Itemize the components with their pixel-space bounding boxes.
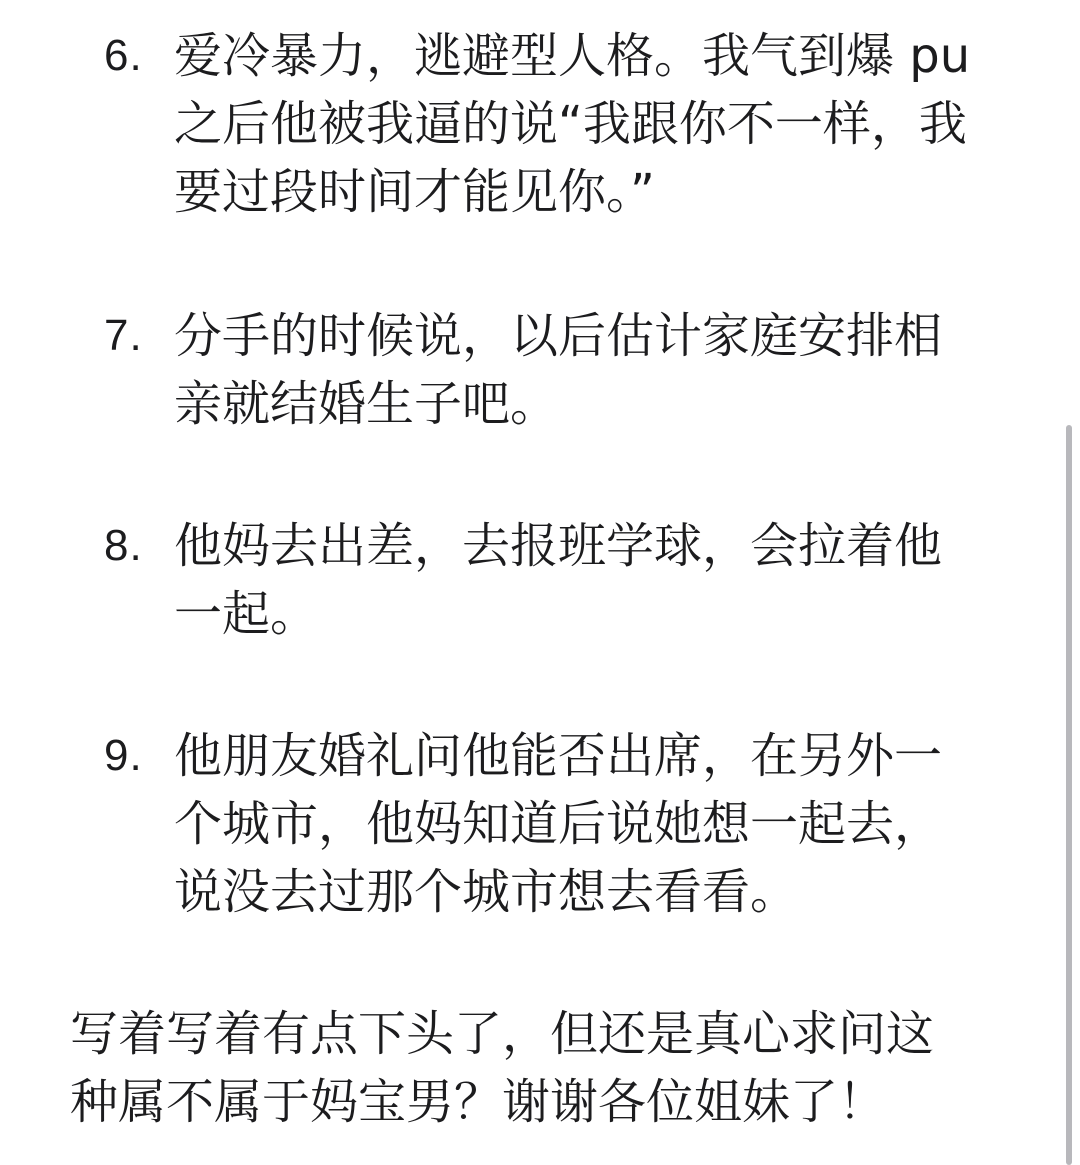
closing-paragraph: 写着写着有点下头了，但还是真心求问这 种属不属于妈宝男？谢谢各位姐妹了！ bbox=[70, 1006, 935, 1130]
list-item-number: 8. bbox=[104, 521, 143, 570]
list-item-text: 他妈去出差，去报班学球，会拉着他 一起。 bbox=[174, 518, 943, 642]
list-item-text: 爱冷暴力，逃避型人格。我气到爆 pu 之后他被我逼的说“我跟你不一样，我 要过段时间才能见你。” bbox=[174, 28, 971, 220]
list-item-number: 9. bbox=[104, 731, 143, 780]
list-item-text: 他朋友婚礼问他能否出席，在另外一 个城市，他妈知道后说她想一起去， 说没去过那个城市想去看看。 bbox=[174, 728, 943, 920]
scrollbar[interactable] bbox=[1066, 425, 1072, 1165]
list-item-number: 6. bbox=[104, 31, 143, 80]
list-item-number: 7. bbox=[104, 311, 143, 360]
list-item-text: 分手的时候说，以后估计家庭安排相 亲就结婚生子吧。 bbox=[174, 308, 943, 432]
